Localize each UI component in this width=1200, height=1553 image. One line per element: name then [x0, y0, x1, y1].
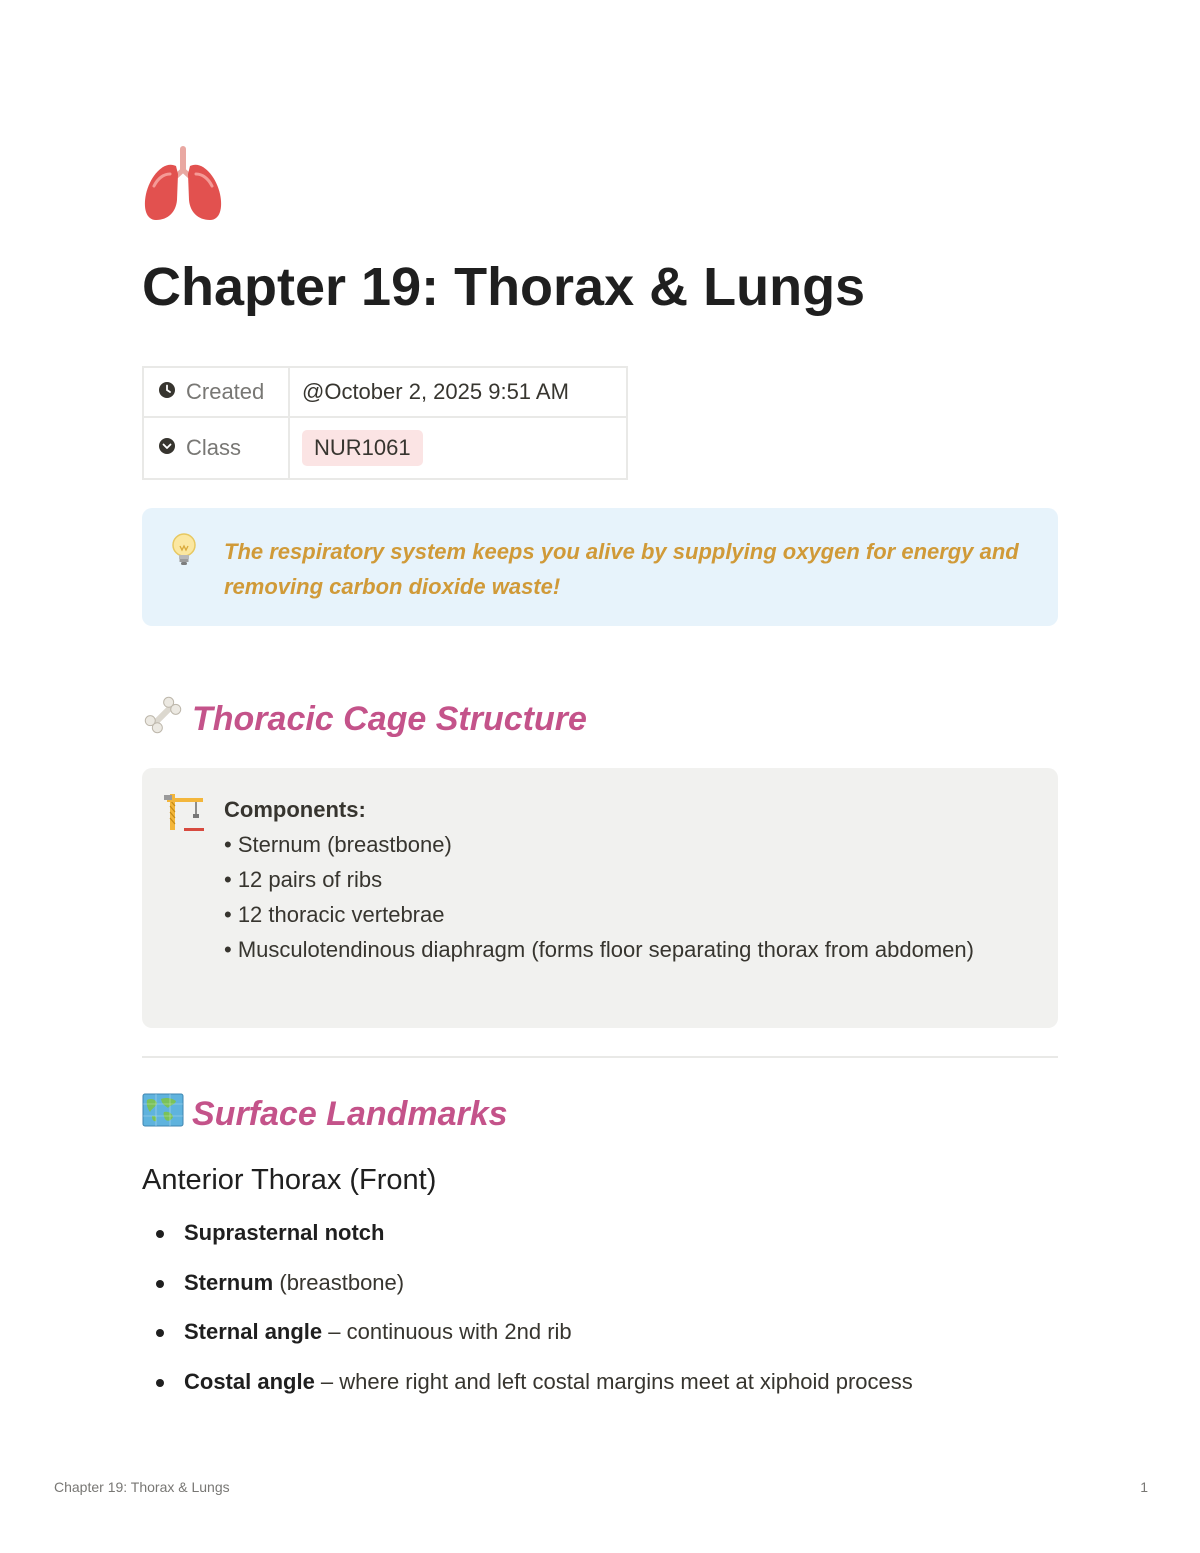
section-heading-thoracic-cage [142, 694, 587, 745]
property-key-created[interactable] [143, 367, 289, 417]
list-item-term: Suprasternal notch [184, 1220, 385, 1245]
section-title-surface-landmarks: Surface Landmarks [192, 1095, 508, 1133]
divider [142, 1056, 1058, 1058]
property-row-created [143, 367, 627, 417]
list-item [142, 1214, 913, 1264]
subsection-heading-anterior-thorax: Anterior Thorax (Front) [142, 1164, 437, 1196]
intro-callout [142, 508, 1058, 626]
components-callout-text [224, 792, 1024, 967]
list-item-term: Costal angle [184, 1368, 315, 1394]
list-item-term: Sternal angle [184, 1319, 323, 1344]
component-item: • 12 thoracic vertebrae [224, 902, 445, 927]
properties-table [142, 366, 628, 480]
property-label-class: Class [186, 435, 242, 460]
clock-icon [158, 379, 176, 405]
list-item-desc: – continuous with 2nd rib [322, 1319, 572, 1344]
components-heading: Components: [224, 797, 366, 822]
list-item-desc: (breastbone) [273, 1269, 405, 1295]
list-item [142, 1363, 913, 1413]
world-map-icon [142, 1092, 184, 1137]
landmark-list [142, 1214, 913, 1412]
component-item: • Musculotendinous diaphragm (forms floor separating thorax from abdomen) [224, 937, 974, 962]
lightbulb-icon [164, 530, 204, 570]
property-value-created[interactable] [289, 367, 627, 417]
bone-icon [142, 694, 184, 745]
class-tag[interactable]: NUR1061 [302, 430, 423, 466]
lungs-icon [140, 142, 226, 228]
property-row-class [143, 417, 627, 479]
intro-callout-text: The respiratory system keeps you alive by supplying oxygen for energy and removing carbon dioxide waste! [224, 539, 1019, 599]
component-item: • Sternum (breastbone) [224, 832, 452, 857]
created-date: @October 2, 2025 9:51 AM [302, 379, 569, 404]
select-circle-icon [158, 435, 176, 461]
property-label-created: Created [186, 379, 265, 404]
section-title-thoracic-cage: Thoracic Cage Structure [192, 700, 587, 738]
property-key-class[interactable] [143, 417, 289, 479]
list-item [142, 1313, 913, 1363]
list-item [142, 1264, 913, 1314]
property-value-class[interactable] [289, 417, 627, 479]
page-title: Chapter 19: Thorax & Lungs [142, 257, 866, 317]
component-item: • 12 pairs of ribs [224, 867, 383, 892]
list-item-term: Sternum [184, 1269, 274, 1295]
components-callout [142, 768, 1058, 1028]
construction-crane-icon [164, 790, 204, 830]
footer-title: Chapter 19: Thorax & Lungs [54, 1479, 230, 1495]
list-item-desc: – where right and left costal margins meet at xiphoid process [314, 1368, 913, 1394]
section-heading-surface-landmarks [142, 1092, 508, 1137]
page-number: 1 [1140, 1479, 1148, 1495]
